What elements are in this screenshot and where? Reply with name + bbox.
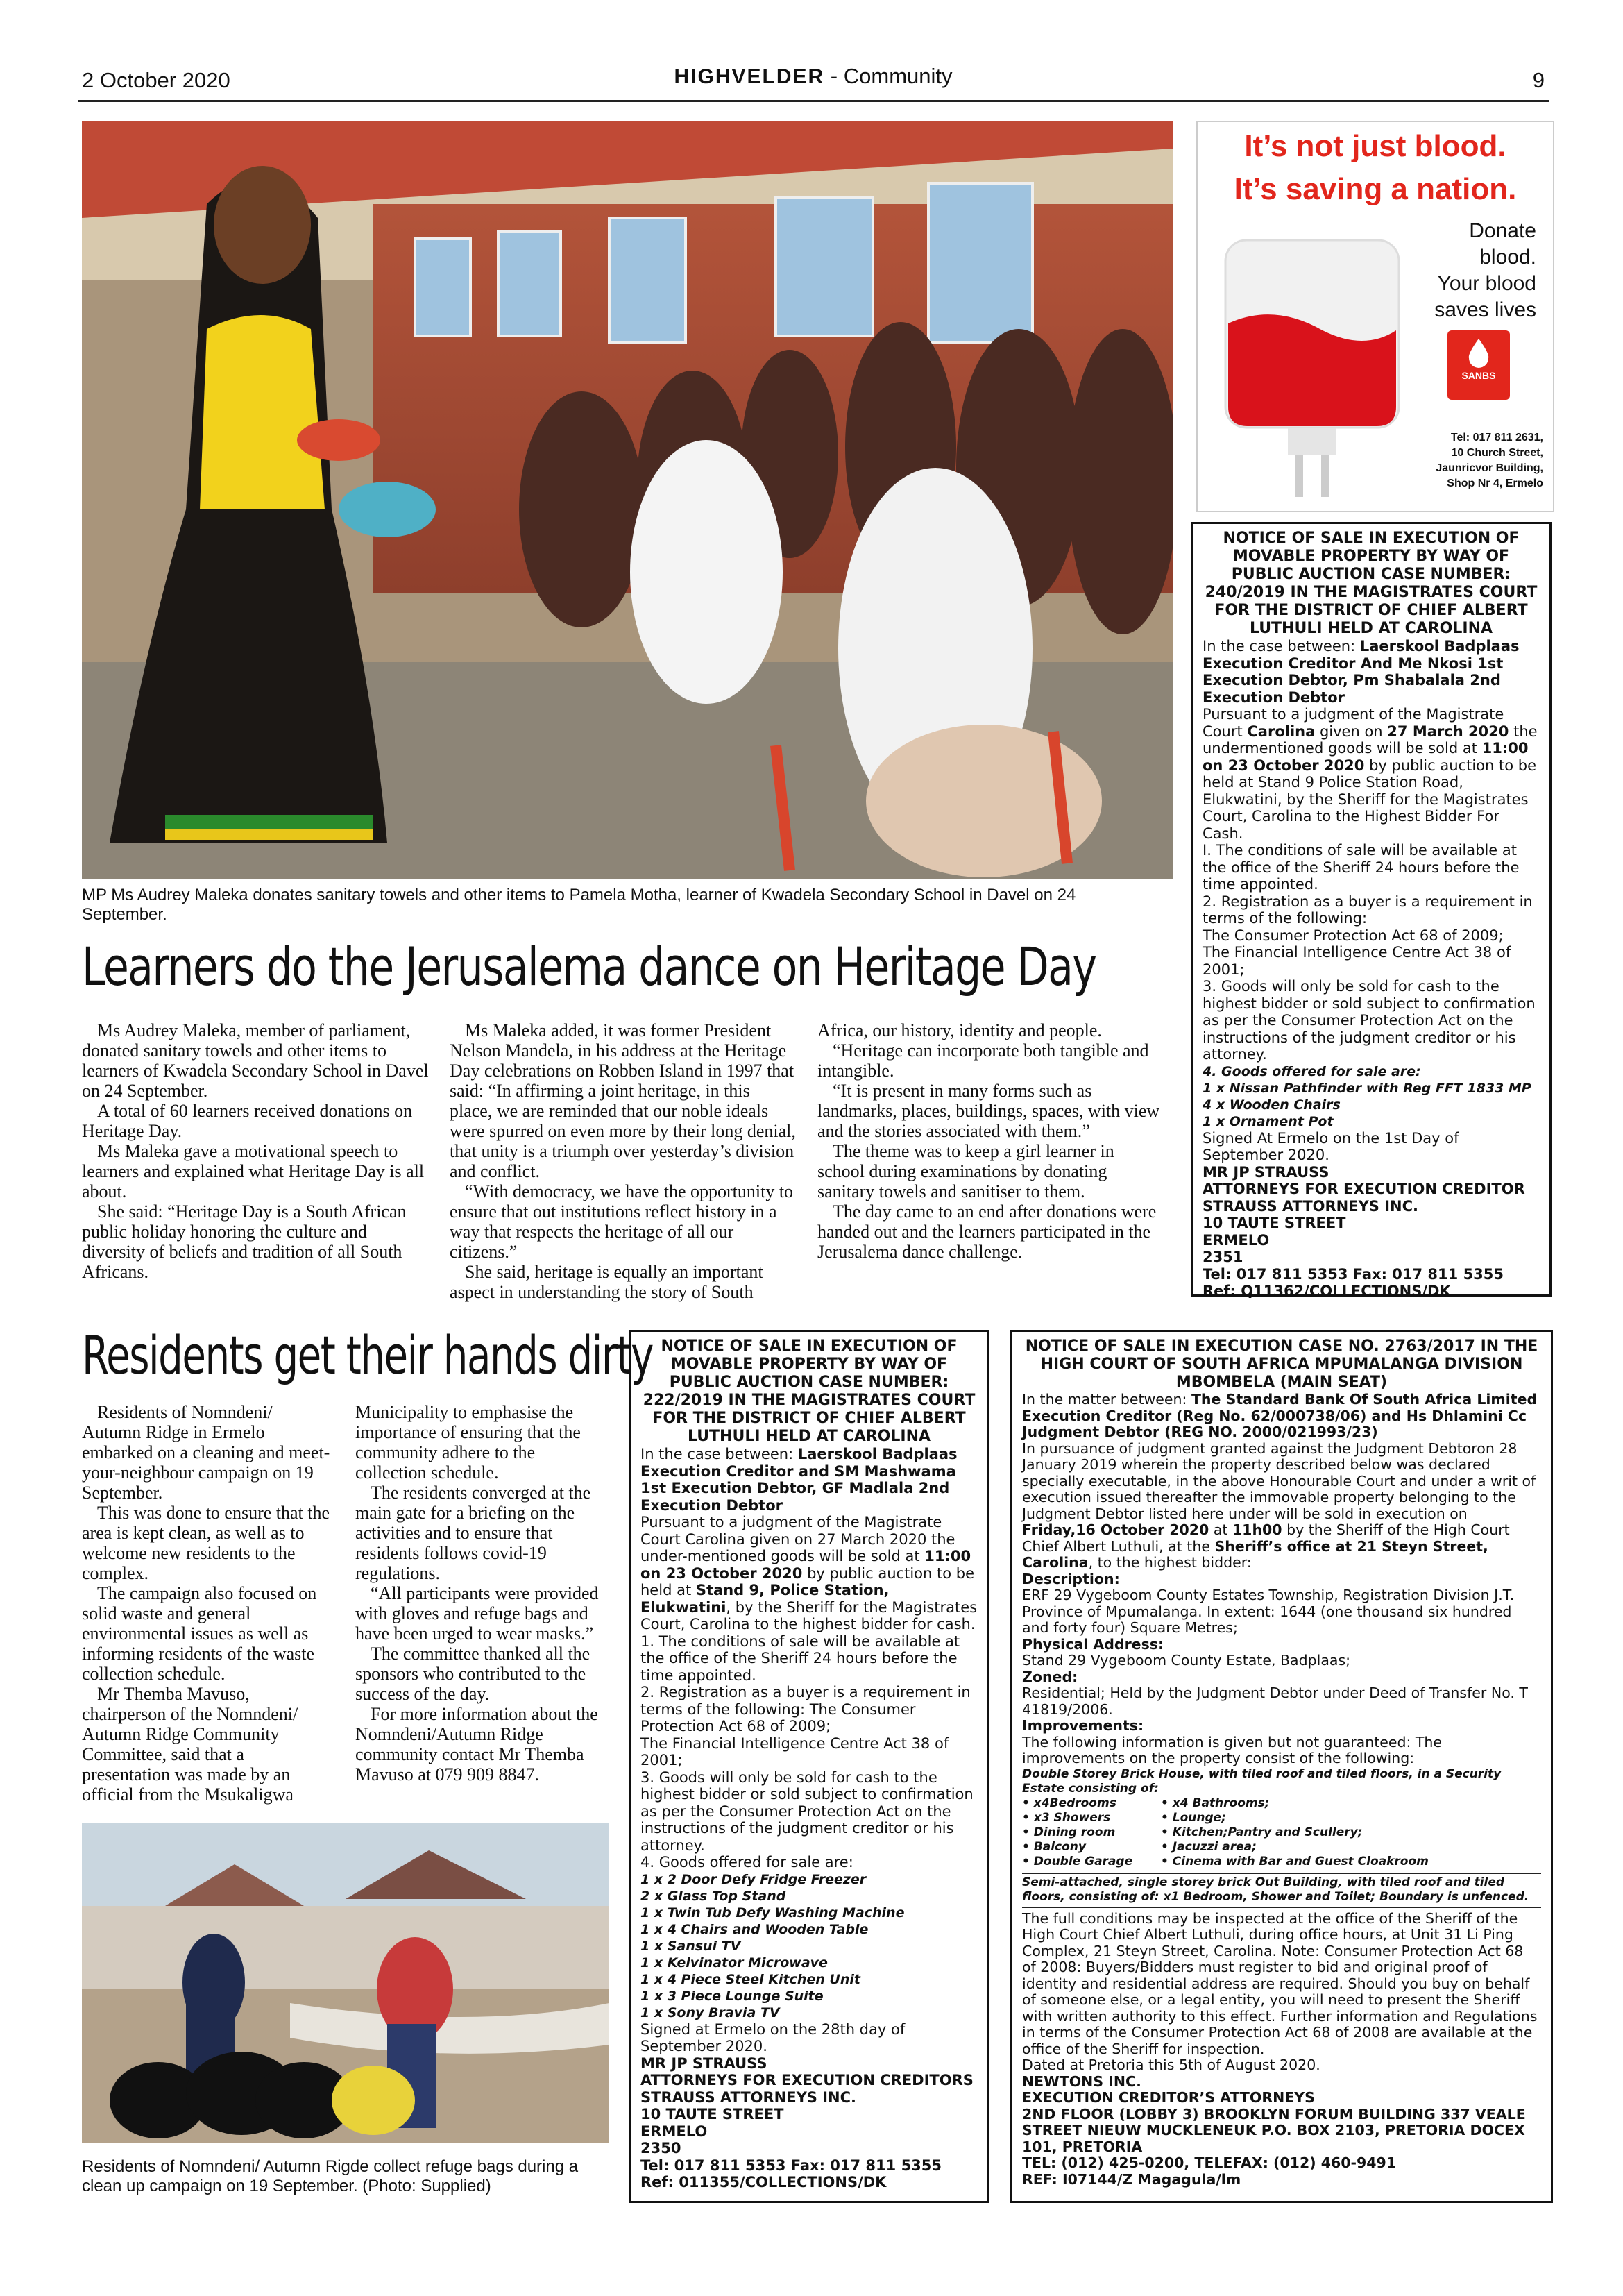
notice-condition: 2. Registration as a buyer is a requirement in terms of the following: The Consumer Protection Act 68 of 2009;	[640, 1684, 971, 1734]
text: Friday,16 October 2020	[1022, 1521, 1209, 1538]
text: Pursuant to a judgment of the Magistrate Court Carolina given on 27 March 2020 the under-mentioned goods will be sold at	[640, 1514, 955, 1564]
feature-item: • Dining room	[1022, 1825, 1116, 1839]
notice-signature-block	[1203, 1164, 1540, 1300]
notice-signed: Signed at Ermelo on the 28th day of September 2020.	[640, 2020, 906, 2054]
sig-line: Tel: 017 811 5353 Fax: 017 811 5355	[640, 2156, 942, 2174]
story1-paragraph: “Heritage can incorporate both tangible and intangible.	[817, 1040, 1149, 1081]
story1-paragraph: “It is present in many forms such as landmarks, places, buildings, spaces, with view and the stories associated with them.”	[817, 1081, 1160, 1141]
notice-condition: The Consumer Protection Act 68 of 2009;	[1203, 927, 1504, 944]
notice-impr-label	[1022, 1718, 1541, 1734]
story1-paragraph: The day came to an end after donations were handed out and the learners participated in the Jerusalema dance challenge.	[817, 1201, 1157, 1262]
blood-drop-icon	[1465, 337, 1493, 368]
sig-line: TEL: (012) 425-0200, TELEFAX: (012) 460-9491	[1022, 2154, 1397, 2171]
sig-line: EXECUTION CREDITOR’S ATTORNEYS	[1022, 2089, 1315, 2106]
sig-line: NEWTONS INC.	[1022, 2073, 1141, 2090]
ad-donate-line: blood.	[1479, 246, 1536, 269]
sig-line: REF: I07144/Z Magagula/lm	[1022, 2170, 1241, 2188]
text: at	[1209, 1521, 1232, 1538]
heritage-photo-caption: MP Ms Audrey Maleka donates sanitary towels and other items to Pamela Motha, learner of Kwadela Secondary School in Davel on 24 September.	[82, 886, 1076, 924]
notice-goods-item: 2 x Glass Top Stand	[640, 1888, 786, 1904]
notice-phys: Stand 29 Vygeboom County Estate, Badplaas;	[1022, 1652, 1351, 1669]
story1-paragraph: A total of 60 learners received donations on Heritage Day.	[82, 1101, 413, 1141]
text: 27 March 2020	[1387, 723, 1509, 740]
notice-condition: 3. Goods will only be sold for cash to the highest bidder or sold subject to confirmation as per the Consumer Protection Act on the instructions of the judgment creditor or his attorney.	[1203, 978, 1536, 1063]
notice-full-conditions: The full conditions may be inspected at the office of the Sheriff of the High Court Chief Albert Luthuli, during office hours, at Unit 31 Li Ping Complex, 21 Steyn Street, Carolina. Note: Consumer Protection Act 68 of 2008: Buyers/Bidders must register to bid and original proof of identity and residential address are required. Should you buy on behalf of someone else, or a legal entity, you will need to present the Sheriff with written authority to this effect. Further information and Regulations in terms of the Consumer Protection Act 68 of 2008 are available at the office of the Sheriff for inspection.	[1022, 1909, 1538, 2057]
notice-goods-item: 1 x Kelvinator Microwave	[640, 1955, 828, 1970]
notice-parties	[640, 1446, 978, 1514]
sig-line: Tel: 017 811 5353 Fax: 017 811 5355	[1203, 1265, 1504, 1283]
notice-goods-heading: 4. Goods offered for sale are:	[640, 1854, 853, 1871]
page-header	[78, 64, 1549, 102]
sig-line: 10 TAUTE STREET	[640, 2106, 784, 2122]
sig-line: ERMELO	[1203, 1231, 1270, 1249]
section-name: - Community	[824, 64, 953, 88]
notice-condition: The Financial Intelligence Centre Act 38 of 2001;	[1203, 944, 1511, 978]
notice-zoned: Residential; Held by the Judgment Debtor under Deed of Transfer No. T 41819/2006.	[1022, 1685, 1528, 1718]
sig-line: 10 TAUTE STREET	[1203, 1215, 1346, 1231]
cleanup-photo	[82, 1823, 609, 2143]
notice-parties-label: In the case between:	[1203, 638, 1360, 655]
notice-title: NOTICE OF SALE IN EXECUTION OF MOVABLE PROPERTY BY WAY OF PUBLIC AUCTION CASE NUMBER: 240/2019 IN THE MAGISTRATES COURT FOR THE DISTRICT OF CHIEF ALBERT LUTHULI HELD AT CAROLINA	[1205, 530, 1538, 637]
text: 11:00 on 23 October 2020	[1203, 740, 1529, 774]
text: Pursuant to a judgment of the Magistrate Court	[1203, 706, 1504, 740]
story1-paragraph: Ms Maleka gave a motivational speech to learners and explained what Heritage Day is all about.	[82, 1141, 425, 1201]
heritage-day-photo	[82, 121, 1173, 879]
story1-paragraph: She said, heritage is equally an important aspect in understanding the story of South	[450, 1262, 763, 1302]
text: 11:00 on 23 October 2020	[640, 1548, 971, 1582]
notice-goods-item: 1 x 4 Piece Steel Kitchen Unit	[640, 1971, 860, 1987]
blood-donation-ad	[1196, 121, 1554, 512]
feature-item: • x4Bedrooms	[1022, 1796, 1116, 1810]
notice-goods-item: 1 x Sony Bravia TV	[640, 2004, 780, 2020]
notice-parties-label: In the case between:	[640, 1446, 798, 1462]
ad-headline-1: It’s not just blood.	[1244, 129, 1506, 163]
story1-paragraph: The theme was to keep a girl learner in school during examinations by donating sanitary towels and sanitiser to them.	[817, 1141, 1114, 1201]
notice-features	[1022, 1796, 1541, 1869]
ad-headline-2: It’s saving a nation.	[1234, 172, 1517, 206]
feature-item: • x3 Showers	[1022, 1810, 1111, 1825]
story2-paragraph: Mr Themba Mavuso, chairperson of the Nomndeni/ Autumn Ridge Community Committee, said that a presentation was made by an official from the Msukaligwa	[82, 1684, 298, 1805]
story1-paragraph: “With democracy, we have the opportunity to ensure that out institutions reflect history in a way that respects the heritage of all our citizens.”	[450, 1181, 794, 1262]
ad-contact-line: 10 Church Street,	[1451, 447, 1543, 459]
notice-title: NOTICE OF SALE IN EXECUTION CASE NO. 2763/2017 IN THE HIGH COURT OF SOUTH AFRICA MPUMALANGA DIVISION MBOMBELA (MAIN SEAT)	[1025, 1337, 1538, 1391]
story2-paragraph: Municipality to emphasise the importance of ensuring that the community adhere to the collection schedule.	[355, 1402, 581, 1483]
story1-paragraph: Africa, our history, identity and people.	[817, 1020, 1102, 1040]
text: 11h00	[1232, 1521, 1282, 1538]
story2-paragraph: “All participants were provided with gloves and refuge bags and have been urged to wear masks.”	[355, 1583, 599, 1644]
ad-contact	[1436, 430, 1543, 491]
sig-line: 2ND FLOOR (LOBBY 3) BROOKLYN FORUM BUILDING 337 VEALE STREET NIEUW MUCKLENEUK P.O. BOX 2103, PRETORIA DOCEX 101, PRETORIA	[1022, 2105, 1526, 2155]
notice-goods-item: 1 x 2 Door Defy Fridge Freezer	[640, 1871, 867, 1887]
sig-line: 2350	[640, 2140, 681, 2156]
ad-donate-text	[1434, 218, 1536, 323]
ad-contact-line: Tel: 017 811 2631,	[1450, 432, 1543, 444]
blood-bag-icon	[1212, 226, 1420, 504]
notice-sale-240-2019	[1191, 522, 1552, 1297]
notice-goods-item: 1 x Nissan Pathfinder with Reg FFT 1833 MP	[1203, 1080, 1531, 1096]
divider	[1022, 1907, 1541, 1908]
sig-line: MR JP STRAUSS	[640, 2054, 767, 2072]
notice-desc: ERF 29 Vygeboom County Estates Township, Registration Division J.T. Province of Mpumalanga. In extent: 1644 (one thousand six hundred and forty four) Square Metres;	[1022, 1587, 1515, 1636]
label: Zoned:	[1022, 1668, 1078, 1685]
sig-line: ATTORNEYS FOR EXECUTION CREDITORS	[640, 2072, 974, 2088]
masthead-title: HIGHVELDER	[674, 65, 825, 88]
text: by the Sheriff of the High Court Chief Albert Luthuli, at the	[1022, 1521, 1510, 1555]
notice-sale-2763-2017	[1010, 1330, 1553, 2203]
notice-semi-attached: Semi-attached, single storey brick Out Building, with tiled roof and tiled floors, consisting of: x1 Bedroom, Shower and Toilet; Boundary is unfenced.	[1022, 1875, 1529, 1904]
notice-goods-item: 4 x Wooden Chairs	[1203, 1097, 1341, 1113]
feature-item: • Double Garage	[1022, 1854, 1133, 1868]
sig-line: ERMELO	[640, 2122, 708, 2140]
divider	[1022, 1873, 1541, 1874]
notice-goods-item: 1 x Sansui TV	[640, 1938, 741, 1954]
story2-paragraph: For more information about the Nomndeni/Autumn Ridge community contact Mr Themba Mavuso at 079 909 8847.	[355, 1704, 598, 1784]
cleanup-photo-drawing	[82, 1823, 609, 2143]
text: Sheriff’s office at 21 Steyn Street, Carolina	[1022, 1537, 1488, 1571]
features-left	[1022, 1796, 1161, 1869]
text: , by the Sheriff for the Magistrates Court, Carolina to the highest bidder for cash.	[640, 1598, 978, 1632]
feature-item: • Lounge;	[1161, 1810, 1226, 1825]
text: by public auction to be held at Stand 9 Police Station Road, Elukwatini, by the Sheriff for the Magistrates Court, Carolina to the Highest Bidder For Cash.	[1203, 757, 1536, 842]
sig-line: Ref: Q11362/COLLECTIONS/DK	[1203, 1283, 1451, 1299]
sig-line: ATTORNEYS FOR EXECUTION CREDITOR	[1203, 1181, 1525, 1197]
text: , to the highest bidder:	[1088, 1554, 1252, 1571]
label: Physical Address:	[1022, 1635, 1164, 1653]
features-right	[1161, 1796, 1429, 1869]
notice-zoned-label	[1022, 1669, 1541, 1686]
label: Improvements:	[1022, 1717, 1144, 1734]
ad-donate-line: Your blood	[1437, 272, 1536, 295]
notice-goods-heading: 4. Goods offered for sale are:	[1203, 1063, 1421, 1079]
notice-double-storey: Double Storey Brick House, with tiled roof and tiled floors, in a Security Estate consisting of:	[1022, 1766, 1502, 1796]
feature-item: • Balcony	[1022, 1839, 1086, 1854]
text: Carolina	[1247, 723, 1316, 740]
notice-signature-block	[1022, 2074, 1541, 2188]
notice-judgment	[1203, 706, 1540, 842]
text: by public auction to be held at	[640, 1564, 974, 1598]
page-number: 9	[1532, 68, 1545, 92]
ad-contact-line: Shop Nr 4, Ermelo	[1447, 478, 1543, 489]
sig-line: STRAUSS ATTORNEYS INC.	[640, 2088, 857, 2106]
notice-parties	[1203, 638, 1540, 706]
story2-paragraph: Residents of Nomndeni/ Autumn Ridge in Ermelo embarked on a cleaning and meet-your-neighbour campaign on 19 September.	[82, 1402, 330, 1503]
notice-parties-label: In the matter between:	[1022, 1391, 1191, 1408]
text: Stand 9, Police Station, Elukwatini	[640, 1582, 890, 1616]
notice-parties-names: The Standard Bank Of South Africa Limited Execution Creditor (Reg No. 62/000738/06) and Hs Dhlamini Cc Judgment Debtor (REG NO. 2000/021993/23)	[1022, 1391, 1538, 1440]
notice-sale-222-2019	[629, 1330, 989, 2203]
notice-impr: The following information is given but not guaranteed: The improvements on the property consist of the following:	[1022, 1733, 1443, 1766]
story1-paragraph: Ms Maleka added, it was former President Nelson Mandela, in his address at the Heritage Day celebrations on Robben Island in 1997 that said: “In affirming a joint heritage, in this place, we are reminded that our noble ideals were spurred on even more by their long denial, that unity is a triumph over yesterday’s division and conflict.	[450, 1020, 796, 1181]
notice-goods-item: 1 x Ornament Pot	[1203, 1113, 1334, 1129]
sanbs-logo-text: SANBS	[1461, 370, 1496, 381]
ad-donate-line: saves lives	[1434, 298, 1536, 321]
headline-residents: Residents get their hands dirty	[82, 1324, 653, 1386]
notice-signature-block	[640, 2055, 978, 2191]
text: the undermentioned goods will be sold at	[1203, 723, 1538, 757]
sig-line: STRAUSS ATTORNEYS INC.	[1203, 1197, 1419, 1215]
sanbs-logo	[1447, 330, 1510, 400]
story2-column-1	[82, 1402, 332, 1805]
story1-column-2	[450, 1020, 797, 1302]
notice-judgment	[640, 1514, 978, 1633]
notice-signed: Signed At Ermelo on the 1st Day of September 2020.	[1203, 1129, 1459, 1163]
heritage-day-photo-drawing	[82, 121, 1173, 879]
notice-dated: Dated at Pretoria this 5th of August 2020.	[1022, 2057, 1320, 2073]
notice-title: NOTICE OF SALE IN EXECUTION OF MOVABLE PROPERTY BY WAY OF PUBLIC AUCTION CASE NUMBER: 222/2019 IN THE MAGISTRATES COURT FOR THE DISTRICT OF CHIEF ALBERT LUTHULI HELD AT CAROLINA	[643, 1337, 976, 1445]
story1-column-3	[817, 1020, 1164, 1262]
ad-donate-line: Donate	[1469, 219, 1536, 242]
feature-item: • Cinema with Bar and Guest Cloakroom	[1161, 1854, 1429, 1868]
text: In pursuance of judgment granted against the Judgment Debtoron 28 January 2019 wherein the property described below was declared specially executable, in the above Honourable Court and under a writ of execution issued thereafter the immovable property belonging to the Judgment Debtor listed here under will be sold in execution on	[1022, 1440, 1536, 1522]
text: given on	[1315, 723, 1388, 740]
story2-paragraph: The committee thanked all the sponsors who contributed to the success of the day.	[355, 1644, 590, 1704]
story2-column-2	[355, 1402, 608, 1784]
sig-line: Ref: 011355/COLLECTIONS/DK	[640, 2174, 887, 2191]
story2-paragraph: The residents converged at the main gate for a briefing on the activities and to ensure that residents follows covid-19 regulations.	[355, 1483, 591, 1583]
notice-parties-names: Laerskool Badplaas Execution Creditor and SM Mashwama 1st Execution Debtor, GF Madlala 2nd Execution Debtor	[640, 1446, 958, 1514]
story1-paragraph: Ms Audrey Maleka, member of parliament, donated sanitary towels and other items to learners of Kwadela Secondary School in Davel on 24 September.	[82, 1020, 429, 1101]
feature-item: • Kitchen;Pantry and Scullery;	[1161, 1825, 1363, 1839]
notice-goods-item: 1 x 4 Chairs and Wooden Table	[640, 1921, 869, 1937]
notice-goods-item: 1 x Twin Tub Defy Washing Machine	[640, 1905, 905, 1921]
notice-goods-item: 1 x 3 Piece Lounge Suite	[640, 1988, 824, 2004]
notice-parties-names: Laerskool Badplaas Execution Creditor And Me Nkosi 1st Execution Debtor, Pm Shabalala 2nd Execution Debtor	[1203, 638, 1520, 706]
notice-condition: 3. Goods will only be sold for cash to the highest bidder or sold subject to confirmation as per the Consumer Protection Act on the instructions of the judgment creditor or his attorney.	[640, 1769, 974, 1854]
story1-column-1	[82, 1020, 429, 1282]
notice-parties	[1022, 1392, 1541, 1441]
notice-condition: 2. Registration as a buyer is a requirement in terms of the following:	[1203, 893, 1533, 927]
label: Description:	[1022, 1570, 1120, 1587]
notice-condition: The Financial Intelligence Centre Act 38 of 2001;	[640, 1734, 949, 1769]
issue-date: 2 October 2020	[82, 68, 230, 92]
story2-paragraph: This was done to ensure that the area is kept clean, as well as to welcome new residents to the complex.	[82, 1503, 330, 1583]
feature-item: • x4 Bathrooms;	[1161, 1796, 1270, 1810]
ad-contact-line: Jaunricvor Building,	[1436, 462, 1543, 474]
story1-paragraph: She said: “Heritage Day is a South African public holiday honoring the culture and diversity of beliefs and tradition of all South Africans.	[82, 1201, 407, 1282]
notice-condition: 1. The conditions of sale will be available at the office of the Sheriff 24 hours before the time appointed.	[640, 1632, 960, 1684]
headline-jerusalema: Learners do the Jerusalema dance on Heritage Day	[82, 936, 1096, 997]
masthead	[78, 64, 1549, 89]
cleanup-photo-caption: Residents of Nomndeni/ Autumn Rigde collect refuge bags during a clean up campaign on 19 September. (Photo: Supplied)	[82, 2157, 579, 2195]
sig-line: 2351	[1203, 1249, 1243, 1265]
feature-item: • Jacuzzi area;	[1161, 1839, 1257, 1854]
notice-condition: I. The conditions of sale will be available at the office of the Sheriff 24 hours before the time appointed.	[1203, 842, 1520, 893]
story2-paragraph: The campaign also focused on solid waste and general environmental issues as well as informing residents of the waste collection schedule.	[82, 1583, 317, 1684]
sig-line: MR JP STRAUSS	[1203, 1163, 1329, 1181]
notice-judgment	[1022, 1441, 1541, 1571]
notice-desc-label	[1022, 1571, 1541, 1588]
notice-phys-label	[1022, 1637, 1541, 1653]
